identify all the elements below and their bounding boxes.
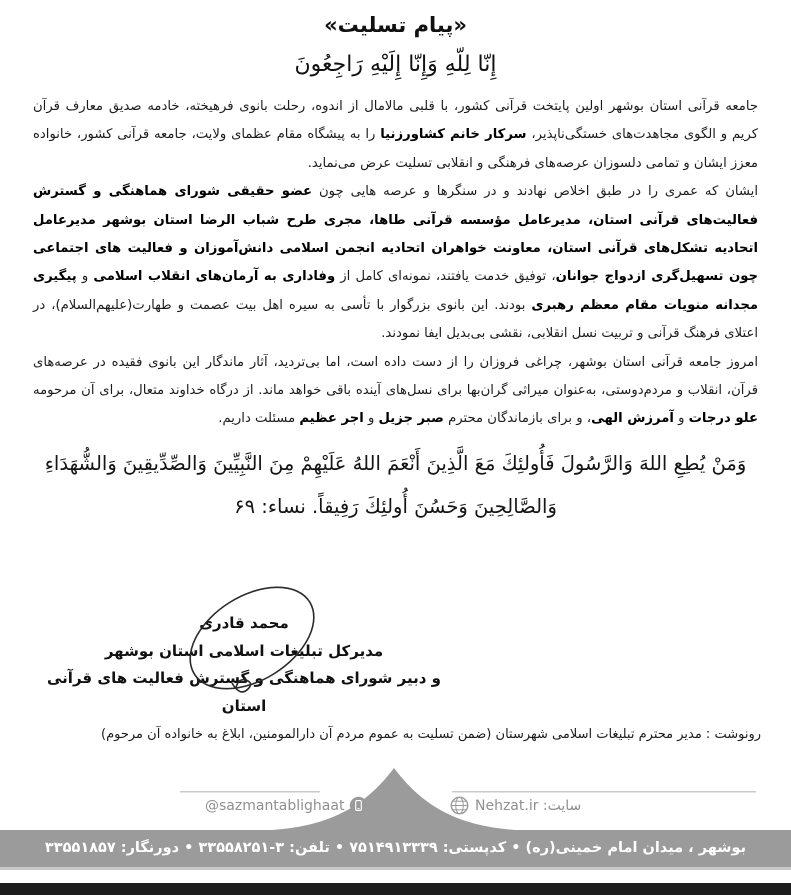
phone-in-circle-icon — [349, 796, 368, 815]
footer-links-row — [0, 796, 791, 820]
istirja-verse: إِنّا لِلّهِ وَإِنّا إِلَيْهِ رَاجِعُونَ — [294, 52, 497, 77]
paragraph-text: بودند. این بانوی بزرگوار با تأسی به سیره اهل بیت عصمت و طهارت(علیهم‌السلام)، در اعتلای فرهنگ قرآنی و تربیت نسل انقلابی، نقشی بی‌بدیل ایفا نمودند. — [33, 297, 758, 342]
paragraph-text: ایشان که عمری را در طبق اخلاص نهادند و در سنگرها و عرصه هایی چون — [312, 184, 758, 200]
bottom-black-bar — [0, 883, 791, 895]
paragraph-text: و — [363, 411, 379, 427]
paragraph-text: امروز جامعه قرآنی استان بوشهر، چراغی فروزان را از دست داده است، اما بی‌تردید، آثار ماندگار این بانوی فقیده در عرصه‌های قرآن، انقلاب و مردم‌دوستی، به‌عنوان میراثی گران‌بها برای نسل‌های آینده باقی خواهد ماند. از درگاه خداوند متعال، برای آن مرحومه — [33, 354, 758, 399]
paragraph-text: ، توفیق خدمت یافتند، نمونه‌ای کامل از — [335, 269, 556, 285]
quran-verse-line-2: وَالصَّالِحِينَ وَحَسُنَ أُولئِكَ رَفِيقاً. نساء: ۶۹ — [234, 494, 557, 518]
paragraph-text: و — [76, 269, 94, 285]
social-handle-group — [205, 796, 368, 815]
footer-divider-left — [180, 791, 320, 793]
signatory-name: محمد قادری — [199, 614, 289, 632]
paragraph-text: مسئلت داریم. — [218, 411, 300, 427]
letter-body — [33, 93, 758, 434]
website-group — [450, 796, 581, 815]
deceased-name-bold: سرکار خانم کشاورزنیا — [380, 127, 527, 143]
signature-block — [28, 610, 460, 720]
page-title: «پیام تسلیت» — [324, 13, 467, 37]
loyalty-bold: وفاداری به آرمان‌های انقلاب اسلامی — [93, 269, 336, 285]
website-text: سایت: Nehzat.ir — [475, 797, 582, 814]
globe-icon — [450, 796, 469, 815]
patience-bold: صبر جزیل — [378, 411, 444, 427]
paragraph-text: ، و برای بازماندگان محترم — [443, 411, 592, 427]
social-handle-text: @sazmantablighaat — [205, 797, 345, 814]
footer-divider-right — [452, 791, 756, 793]
quran-verse-line-1: وَمَنْ يُطِعِ اللهَ وَالرَّسُولَ فَأُولئِكَ مَعَ الَّذِينَ أَنْعَمَ اللهُ عَلَيْهِمْ مِنَ النَّبِيِّينَ وَالصِّدِّيقِينَ وَالشُّهَدَاءِ — [44, 451, 747, 475]
paragraph-1 — [33, 93, 758, 178]
signatory-title-2: و دبیر شورای هماهنگی و گسترش فعالیت های قرآنی استان — [47, 669, 441, 715]
signatory-title-1: مدیرکل تبلیغات اسلامی استان بوشهر — [104, 641, 384, 660]
forgiveness-bold: آمرزش الهی — [591, 411, 674, 427]
paragraph-text: را به پیشگاه مقام عظمای ولایت، جامعه قرآنی کشور، خانواده معزز ایشان و تمامی دلسوزان عرصه‌های فرهنگی و انقلابی تسلیت عرض می‌نماید. — [33, 127, 758, 171]
roles-bold: عضو حقیقی شورای هماهنگی و گسترش فعالیت‌های قرآنی استان، مدیرعامل مؤسسه قرآنی طاها، مجری طرح شباب الرضا استان بوشهر مدیرعامل اتحادیه تشکل‌های قرآنی استان، معاونت خواهران اتحادیه انجمن اسلامی دانش‌آموزان و فعالیت های اجتماعی چون تسهیل‌گری ازدواج جوانان — [33, 184, 759, 285]
reward-bold: اجر عظیم — [299, 411, 364, 427]
postscript-note: رونوشت : مدیر محترم تبلیغات اسلامی شهرستان (ضمن تسلیت به عموم مردم آن دارالمومنین، ابلاغ به خانواده آن مرحوم) — [101, 727, 761, 742]
quran-verse — [0, 442, 791, 528]
pursuit-bold: پیگیری مجدانه منویات مقام معظم رهبری — [33, 269, 759, 313]
paragraph-text: جامعه قرآنی استان بوشهر اولین پایتخت قرآنی کشور، با قلبی مالامال از اندوه، رحلت بانوی فرهیخته، خادمه صدیق معارف قرآن کریم و الگوی مجاهدت‌های خستگی‌ناپذیر، — [33, 99, 758, 143]
paragraph-text: و — [673, 411, 689, 427]
paragraph-3 — [33, 349, 758, 434]
address-contact-bar: بوشهر ، میدان امام خمینی(ره) • کدپستی: ۷۵۱۴۹۱۳۳۳۹ • تلفن: ۳-۳۳۵۵۸۲۵۱ • دورنگار: ۳۳۵۵۱۸۵۷ — [0, 830, 791, 870]
blessing-bold: علو درجات — [688, 411, 758, 427]
paragraph-2 — [33, 178, 758, 348]
